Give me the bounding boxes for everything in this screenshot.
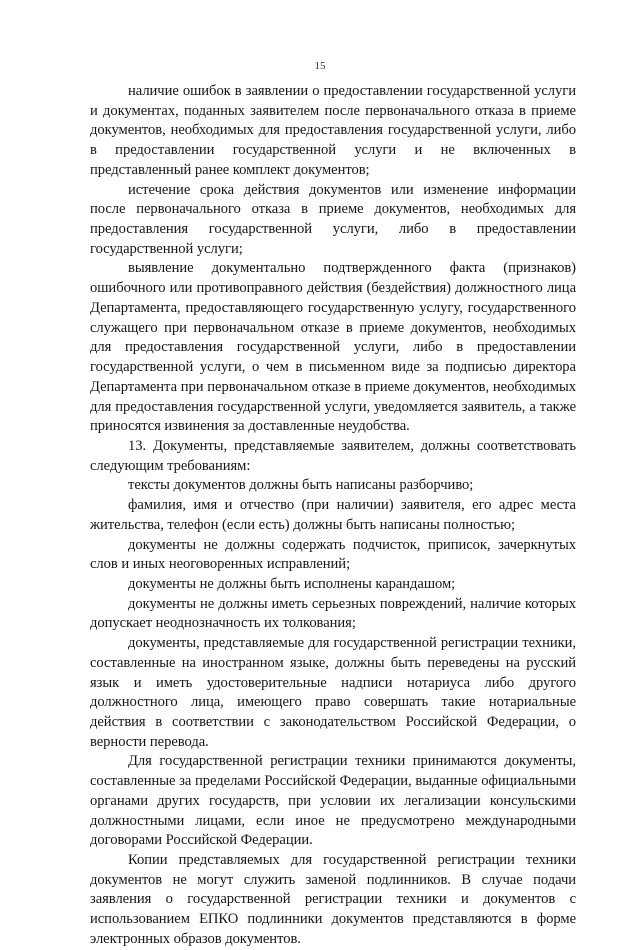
paragraph-foreign-documents-legalization: Для государственной регистрации техники принимаются документы, составленные за пределами Российской Федерации, выданные официальными органами других государств, при условии их легализации консульскими должностными лицами, если иное не предусмотрено международными договорами Российской Федерации. — [90, 753, 576, 849]
paragraph-full-name-address: фамилия, имя и отчество (при наличии) заявителя, его адрес места жительства, телефон (если есть) должны быть написаны полностью; — [90, 497, 576, 533]
paragraph-document-expiry: истечение срока действия документов или изменение информации после первоначального отказа в приеме документов, необходимых для предоставления государственной услуги, либо в предоставлении государственной услуги; — [90, 181, 576, 257]
paragraph-copies-and-epko: Копии представляемых для государственной регистрации техники документов не могут служить заменой подлинников. В случае подачи заявления о государственной регистрации техники и документов с использованием ЕПКО подлинники документов представляются в форме электронных образов документов. — [90, 852, 576, 947]
paragraph-section-13-heading: 13. Документы, представляемые заявителем, должны соответствовать следующим требованиям: — [90, 437, 576, 474]
paragraph-erroneous-action: выявление документально подтвержденного факта (признаков) ошибочного или противоправного действия (бездействия) должностного лица Департамента, предоставляющего государственную услугу, государственного служащего при первоначальном отказе в приеме документов, необходимых для предоставления государственной услуги, либо в предоставлении государственной услуги, о чем в письменном виде за подписью директора Департамента при первоначальном отказе в приеме документов, необходимых для предоставления государственной услуги, уведомляется заявитель, а также приносятся извинения за доставленные неудобства. — [90, 260, 576, 435]
page-number: 15 — [314, 60, 326, 72]
paragraph-errors-in-application: наличие ошибок в заявлении о предоставлении государственной услуги и документах, поданных заявителем после первоначального отказа в приеме документов, необходимых для предоставления государственной услуги, либо в предоставлении государственной услуги и не включенных в представленный ранее комплект документов; — [90, 83, 576, 178]
document-body — [90, 82, 576, 950]
paragraph-legible-text: тексты документов должны быть написаны разборчиво; — [128, 477, 474, 494]
paragraph-no-damage: документы не должны иметь серьезных повреждений, наличие которых допускает неоднозначность их толкования; — [90, 595, 576, 632]
paragraph-foreign-language-translation: документы, представляемые для государственной регистрации техники, составленные на иностранном языке, должны быть переведены на русский язык и иметь удостоверительные надписи нотариуса либо другого должностного лица, имеющего право совершать такие нотариальные действия в соответствии с законодательством Российской Федерации, о верности перевода. — [90, 635, 576, 750]
paragraph-no-erasures: документы не должны содержать подчисток, приписок, зачеркнутых слов и иных неоговоренных исправлений; — [90, 536, 576, 573]
paragraph-no-pencil: документы не должны быть исполнены карандашом; — [128, 575, 456, 592]
